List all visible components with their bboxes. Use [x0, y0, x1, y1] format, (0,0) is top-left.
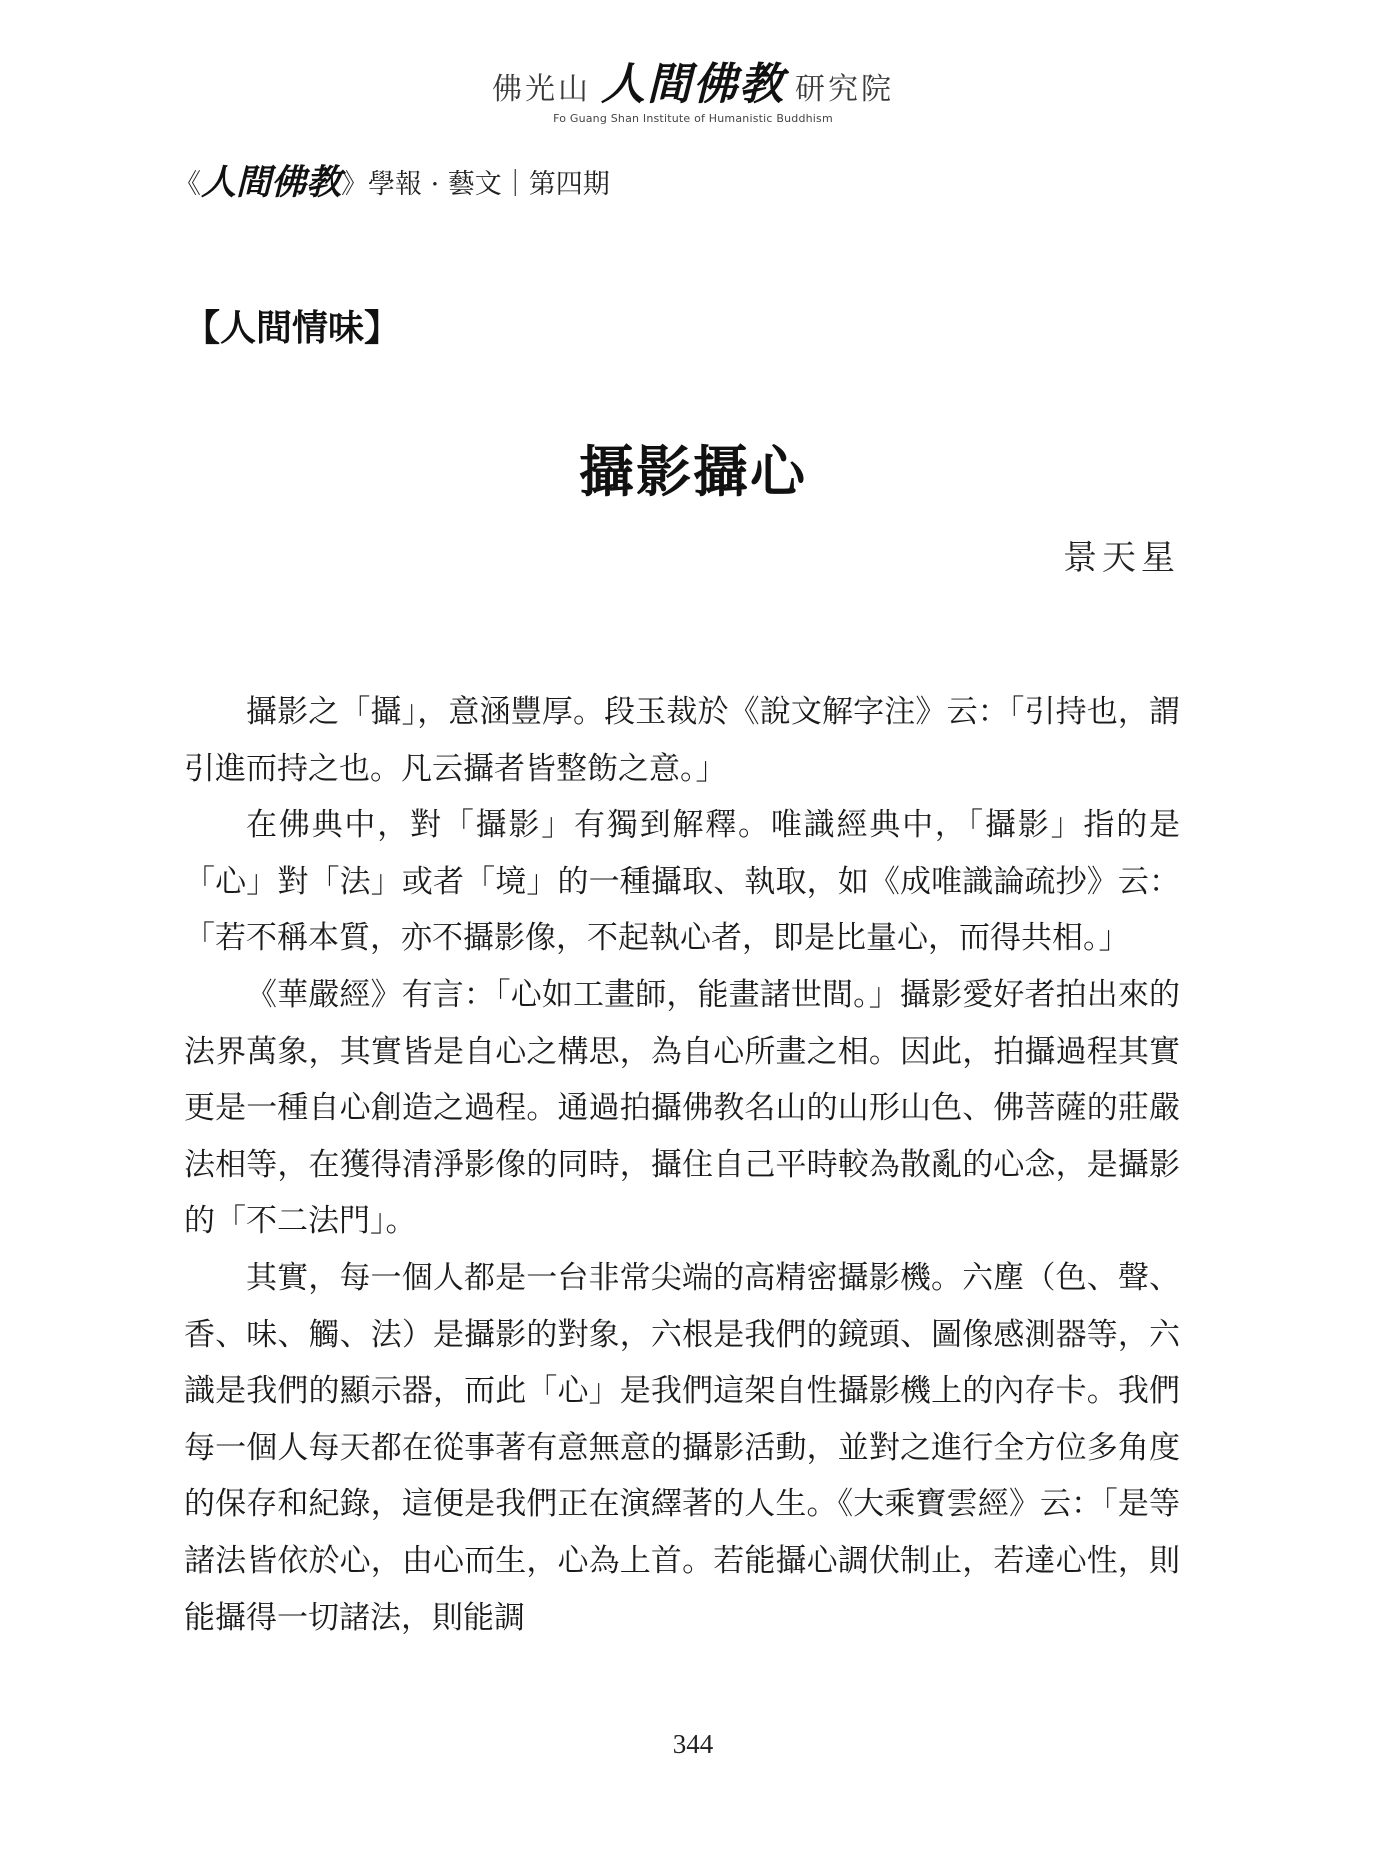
journal-issue-text: 》學報 · 藝文｜第四期: [341, 169, 610, 200]
institute-header: [0, 59, 1386, 125]
page-number: 344: [672, 1729, 714, 1759]
section-label: 【人間情味】: [184, 307, 401, 349]
body-paragraph: 在佛典中，對「攝影」有獨到解釋。唯識經典中，「攝影」指的是「心」對「法」或者「境」的一種攝取、執取，如《成唯識論疏抄》云：「若不稱本質，亦不攝影像，不起執心者，即是比量心，而得共相。」: [184, 807, 1180, 957]
institute-suffix: 研究院: [795, 72, 894, 107]
journal-running-header: [174, 162, 610, 201]
institute-english-name: Fo Guang Shan Institute of Humanistic Buddhism: [553, 112, 833, 125]
body-paragraph: 攝影之「攝」，意涵豐厚。段玉裁於《說文解字注》云：「引持也，謂引進而持之也。凡云攝者皆整飭之意。」: [184, 694, 1180, 787]
journal-open-bracket: 《: [174, 169, 201, 200]
body-paragraph: 其實，每一個人都是一台非常尖端的高精密攝影機。六塵（色、聲、香、味、觸、法）是攝影的對象，六根是我們的鏡頭、圖像感測器等，六識是我們的顯示器，而此「心」是我們這架自性攝影機上的內存卡。我們每一個人每天都在從事著有意無意的攝影活動，並對之進行全方位多角度的保存和紀錄，這便是我們正在演繹著的人生。《大乘寶雲經》云：「是等諸法皆依於心，由心而生，心為上首。若能攝心調伏制止，若達心性，則能攝得一切諸法，則能調: [184, 1259, 1180, 1636]
journal-brand-logotype: 人間佛教: [201, 162, 342, 203]
article-author: 景天星: [1063, 538, 1180, 578]
article-body: [184, 684, 1180, 1646]
institute-brand-logotype: 人間佛教: [601, 59, 785, 110]
article-title: 攝影攝心: [578, 439, 807, 504]
body-paragraph: 《華嚴經》有言：「心如工畫師，能畫諸世間。」攝影愛好者拍出來的法界萬象，其實皆是自心之構思，為自心所畫之相。因此，拍攝過程其實更是一種自心創造之過程。通過拍攝佛教名山的山形山色、佛菩薩的莊嚴法相等，在獲得清淨影像的同時，攝住自己平時較為散亂的心念，是攝影的「不二法門」。: [184, 976, 1180, 1240]
institute-name: [0, 59, 1386, 110]
institute-prefix: 佛光山: [492, 72, 591, 107]
